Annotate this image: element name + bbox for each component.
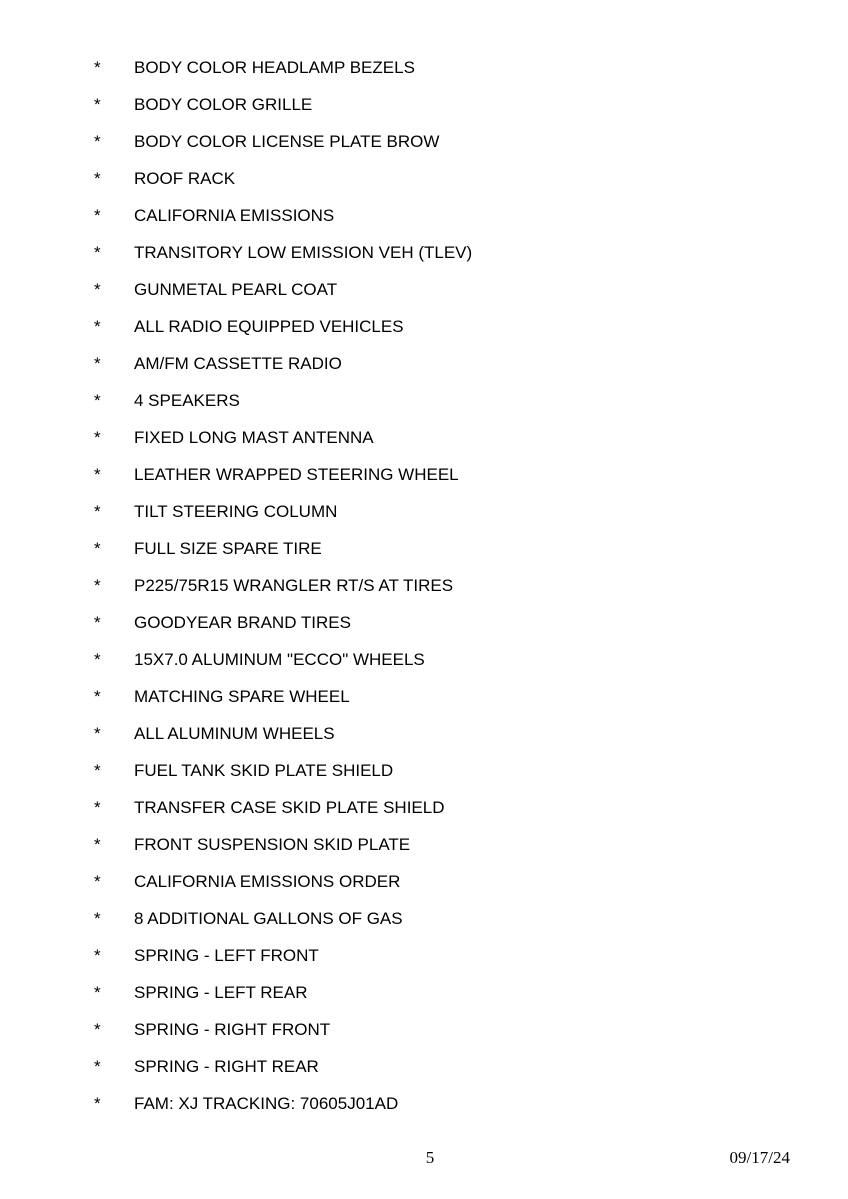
bullet-marker: * — [94, 465, 101, 484]
option-text: P225/75R15 WRANGLER RT/S AT TIRES — [134, 576, 454, 595]
list-item — [0, 427, 848, 464]
list-item — [0, 316, 848, 353]
bullet-marker: * — [94, 1094, 101, 1113]
option-text: FAM: XJ TRACKING: 70605J01AD — [134, 1094, 399, 1113]
bullet-marker: * — [94, 317, 101, 336]
list-item — [0, 353, 848, 390]
bullet-marker: * — [94, 391, 101, 410]
bullet-marker: * — [94, 687, 101, 706]
bullet-marker: * — [94, 132, 101, 151]
list-item — [0, 834, 848, 871]
option-text: FRONT SUSPENSION SKID PLATE — [134, 835, 411, 854]
list-item — [0, 57, 848, 94]
list-item — [0, 242, 848, 279]
option-text: FULL SIZE SPARE TIRE — [134, 539, 322, 558]
option-text: BODY COLOR HEADLAMP BEZELS — [134, 58, 415, 77]
option-text: BODY COLOR GRILLE — [134, 95, 313, 114]
footer-date: 09/17/24 — [729, 1148, 790, 1167]
bullet-marker: * — [94, 983, 101, 1002]
option-text: 15X7.0 ALUMINUM "ECCO" WHEELS — [134, 650, 425, 669]
bullet-marker: * — [94, 428, 101, 447]
option-text: TRANSFER CASE SKID PLATE SHIELD — [134, 798, 445, 817]
option-text: SPRING - LEFT REAR — [134, 983, 308, 1002]
list-item — [0, 501, 848, 538]
list-item — [0, 982, 848, 1019]
option-text: LEATHER WRAPPED STEERING WHEEL — [134, 465, 459, 484]
bullet-marker: * — [94, 169, 101, 188]
bullet-marker: * — [94, 613, 101, 632]
bullet-marker: * — [94, 95, 101, 114]
list-item — [0, 390, 848, 427]
option-text: FUEL TANK SKID PLATE SHIELD — [134, 761, 394, 780]
option-text: SPRING - RIGHT FRONT — [134, 1020, 331, 1039]
list-item — [0, 464, 848, 501]
option-text: FIXED LONG MAST ANTENNA — [134, 428, 374, 447]
option-text: AM/FM CASSETTE RADIO — [134, 354, 342, 373]
bullet-marker: * — [94, 576, 101, 595]
list-item — [0, 945, 848, 982]
option-text: ROOF RACK — [134, 169, 236, 188]
option-text: TRANSITORY LOW EMISSION VEH (TLEV) — [134, 243, 473, 262]
options-list — [0, 57, 848, 1130]
bullet-marker: * — [94, 502, 101, 521]
list-item — [0, 1056, 848, 1093]
option-text: SPRING - LEFT FRONT — [134, 946, 319, 965]
list-item — [0, 1019, 848, 1056]
option-text: 8 ADDITIONAL GALLONS OF GAS — [134, 909, 403, 928]
bullet-marker: * — [94, 354, 101, 373]
list-item — [0, 575, 848, 612]
option-text: SPRING - RIGHT REAR — [134, 1057, 319, 1076]
list-item — [0, 649, 848, 686]
option-text: BODY COLOR LICENSE PLATE BROW — [134, 132, 440, 151]
list-item — [0, 797, 848, 834]
list-item — [0, 205, 848, 242]
list-item — [0, 538, 848, 575]
list-item — [0, 612, 848, 649]
option-text: GOODYEAR BRAND TIRES — [134, 613, 351, 632]
bullet-marker: * — [94, 243, 101, 262]
list-item — [0, 723, 848, 760]
list-item — [0, 686, 848, 723]
bullet-marker: * — [94, 58, 101, 77]
bullet-marker: * — [94, 909, 101, 928]
bullet-marker: * — [94, 798, 101, 817]
option-text: 4 SPEAKERS — [134, 391, 240, 410]
bullet-marker: * — [94, 1020, 101, 1039]
option-text: GUNMETAL PEARL COAT — [134, 280, 338, 299]
list-item — [0, 279, 848, 316]
list-item — [0, 168, 848, 205]
list-item — [0, 94, 848, 131]
list-item — [0, 871, 848, 908]
list-item — [0, 908, 848, 945]
bullet-marker: * — [94, 1057, 101, 1076]
bullet-marker: * — [94, 280, 101, 299]
bullet-marker: * — [94, 872, 101, 891]
bullet-marker: * — [94, 724, 101, 743]
option-text: ALL ALUMINUM WHEELS — [134, 724, 335, 743]
list-item — [0, 131, 848, 168]
page-number: 5 — [425, 1148, 435, 1167]
bullet-marker: * — [94, 650, 101, 669]
list-item — [0, 760, 848, 797]
option-text: MATCHING SPARE WHEEL — [134, 687, 350, 706]
bullet-marker: * — [94, 206, 101, 225]
bullet-marker: * — [94, 761, 101, 780]
bullet-marker: * — [94, 835, 101, 854]
option-text: TILT STEERING COLUMN — [134, 502, 338, 521]
option-text: CALIFORNIA EMISSIONS ORDER — [134, 872, 401, 891]
bullet-marker: * — [94, 946, 101, 965]
option-text: ALL RADIO EQUIPPED VEHICLES — [134, 317, 404, 336]
option-text: CALIFORNIA EMISSIONS — [134, 206, 335, 225]
bullet-marker: * — [94, 539, 101, 558]
list-item — [0, 1093, 848, 1130]
